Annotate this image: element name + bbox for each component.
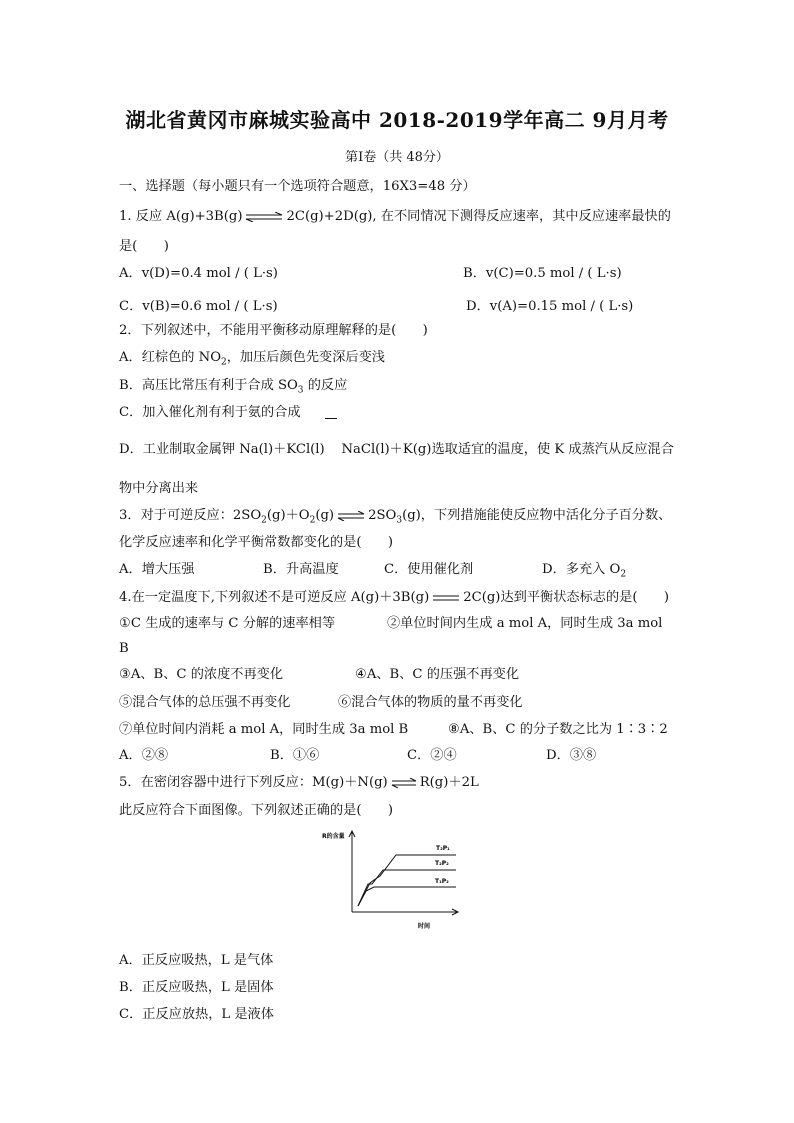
q3-stem-text: 3．对于可逆反应：2SO [119, 508, 262, 523]
q3-stem-mid1: (g)＋O [266, 508, 310, 523]
r-content-time-graph [318, 826, 468, 932]
y-axis-label: R的含量 [322, 833, 345, 840]
section-subtitle: 第Ⅰ卷（共 48分） [345, 150, 449, 165]
q3-option-d-text: D．多充入 O [542, 562, 621, 577]
q2-option-a [119, 349, 385, 372]
curve-t2p2-label: T₂P₂ [435, 860, 449, 867]
q4-option-c: C．②④ [407, 748, 457, 763]
equilibrium-arrow-icon [431, 593, 461, 603]
q2-option-d-line2: 物中分离出来 [119, 481, 199, 496]
page-title: 湖北省黄冈市麻城实验高中 2018-2019学年高二 9月月考 [125, 108, 669, 132]
q3-option-d [542, 561, 626, 584]
q1-option-a: A．v(D)=0.4 mol / ( L·s) [119, 266, 278, 281]
q5-option-a: A．正反应吸热，L 是气体 [119, 953, 274, 968]
q3-stem-mid3: 2SO [368, 508, 397, 523]
q3-stem-post: (g)，下列措施能使反应物中活化分子百分数、 [402, 508, 672, 523]
q2-stem: 2．下列叙述中，不能用平衡移动原理解释的是( ) [119, 323, 428, 338]
q4-statement-1: ①C 生成的速率与 C 分解的速率相等 [119, 616, 336, 631]
equilibrium-arrow-icon [390, 778, 418, 788]
q4-statement-6: ⑥混合气体的物质的量不再变化 [338, 695, 523, 710]
q3-option-a: A．增大压强 [119, 562, 195, 577]
q5-stem-text: 5．在密闭容器中进行下列反应：M(g)＋N(g) [119, 775, 388, 790]
reaction-dash-mark [325, 418, 337, 419]
curve-t2p1-label: T₂P₁ [436, 845, 450, 852]
q2-option-d-text: D．工业制取金属钾 Na(l)＋KCl(l) [119, 442, 325, 457]
q4-statement-4: ④A、B、C 的压强不再变化 [355, 667, 520, 682]
q2-option-d [119, 441, 674, 459]
curve-t1p2 [358, 887, 456, 906]
q2-option-a-sub: 2 [221, 357, 227, 368]
q2-option-a-text: A．红棕色的 NO [119, 350, 222, 365]
q1-option-b: B．v(C)=0.5 mol / ( L·s) [463, 266, 622, 281]
equilibrium-arrow-icon [244, 212, 284, 222]
x-axis-label: 时间 [418, 923, 431, 930]
q3-sub-3: 3 [396, 515, 403, 526]
q4-option-a: A．②⑧ [119, 748, 169, 763]
q1-stem-pre: 1. 反应 A(g)+3B(g) [119, 209, 243, 224]
q5-stem-post: R(g)＋2L [419, 775, 479, 790]
section-heading: 一、选择题（每小题只有一个选项符合题意，16X3=48 分） [119, 179, 476, 194]
q4-statement-2-cont: B [119, 641, 129, 656]
q2-option-b-rest: 的反应 [303, 378, 348, 393]
q5-option-b: B．正反应吸热，L 是固体 [119, 980, 274, 995]
curve-t1p2-label: T₁P₂ [435, 878, 449, 885]
q3-sub-1: 2 [261, 515, 267, 526]
q2-option-c: C．加入催化剂有利于氨的合成 [119, 405, 301, 420]
q4-statement-3: ③A、B、C 的浓度不再变化 [119, 667, 284, 682]
q3-option-c: C．使用催化剂 [384, 562, 474, 577]
q2-option-d-rest: NaCl(l)＋K(g)选取适宜的温度，使 K 成蒸汽从反应混合 [341, 442, 674, 457]
q3-stem-line2: 化学反应速率和化学平衡常数都变化的是( ) [119, 535, 394, 550]
q4-stem [119, 589, 669, 607]
q3-option-d-sub: 2 [620, 569, 627, 580]
q5-option-c: C．正反应放热，L 是液体 [119, 1007, 274, 1022]
q5-stem [119, 774, 479, 792]
q4-stem-post: 2C(g)达到平衡状态标志的是( ) [463, 590, 669, 605]
q4-statement-7: ⑦单位时间内消耗 a mol A，同时生成 3a mol B [119, 722, 409, 737]
q5-stem-line2: 此反应符合下面图像。下列叙述正确的是( ) [119, 803, 394, 818]
q4-option-d: D．③⑧ [546, 748, 597, 763]
q2-option-b-sub: 3 [297, 385, 304, 396]
equilibrium-arrow-icon [336, 511, 366, 521]
q4-option-b: B．①⑥ [270, 748, 320, 763]
q4-statement-8: ⑧A、B、C 的分子数之比为 1∶3∶2 [448, 722, 668, 737]
q1-stem-post: 2C(g)+2D(g), 在不同情况下测得反应速率，其中反应速率最快的 [286, 209, 671, 224]
q4-statement-5: ⑤混合气体的总压强不再变化 [119, 695, 291, 710]
q3-stem-mid2: (g) [315, 508, 335, 523]
q1-option-c: C．v(B)=0.6 mol / ( L·s) [119, 299, 278, 314]
q2-option-b [119, 377, 347, 400]
q2-option-b-text: B．高压比常压有利于合成 SO [119, 378, 298, 393]
q4-statement-2: ②单位时间内生成 a mol A，同时生成 3a mol [387, 616, 663, 631]
q2-option-a-rest: ，加压后颜色先变深后变浅 [226, 350, 385, 365]
q1-stem-line2: 是( ) [119, 239, 169, 254]
q3-stem [119, 507, 671, 530]
q4-stem-text: 4.在一定温度下,下列叙述不是可逆反应 A(g)＋3B(g) [119, 590, 430, 605]
q3-option-b: B．升高温度 [263, 562, 339, 577]
q1-stem [119, 208, 671, 226]
q1-option-d: D．v(A)=0.15 mol / ( L·s) [466, 299, 634, 314]
q3-sub-2: 2 [309, 515, 316, 526]
